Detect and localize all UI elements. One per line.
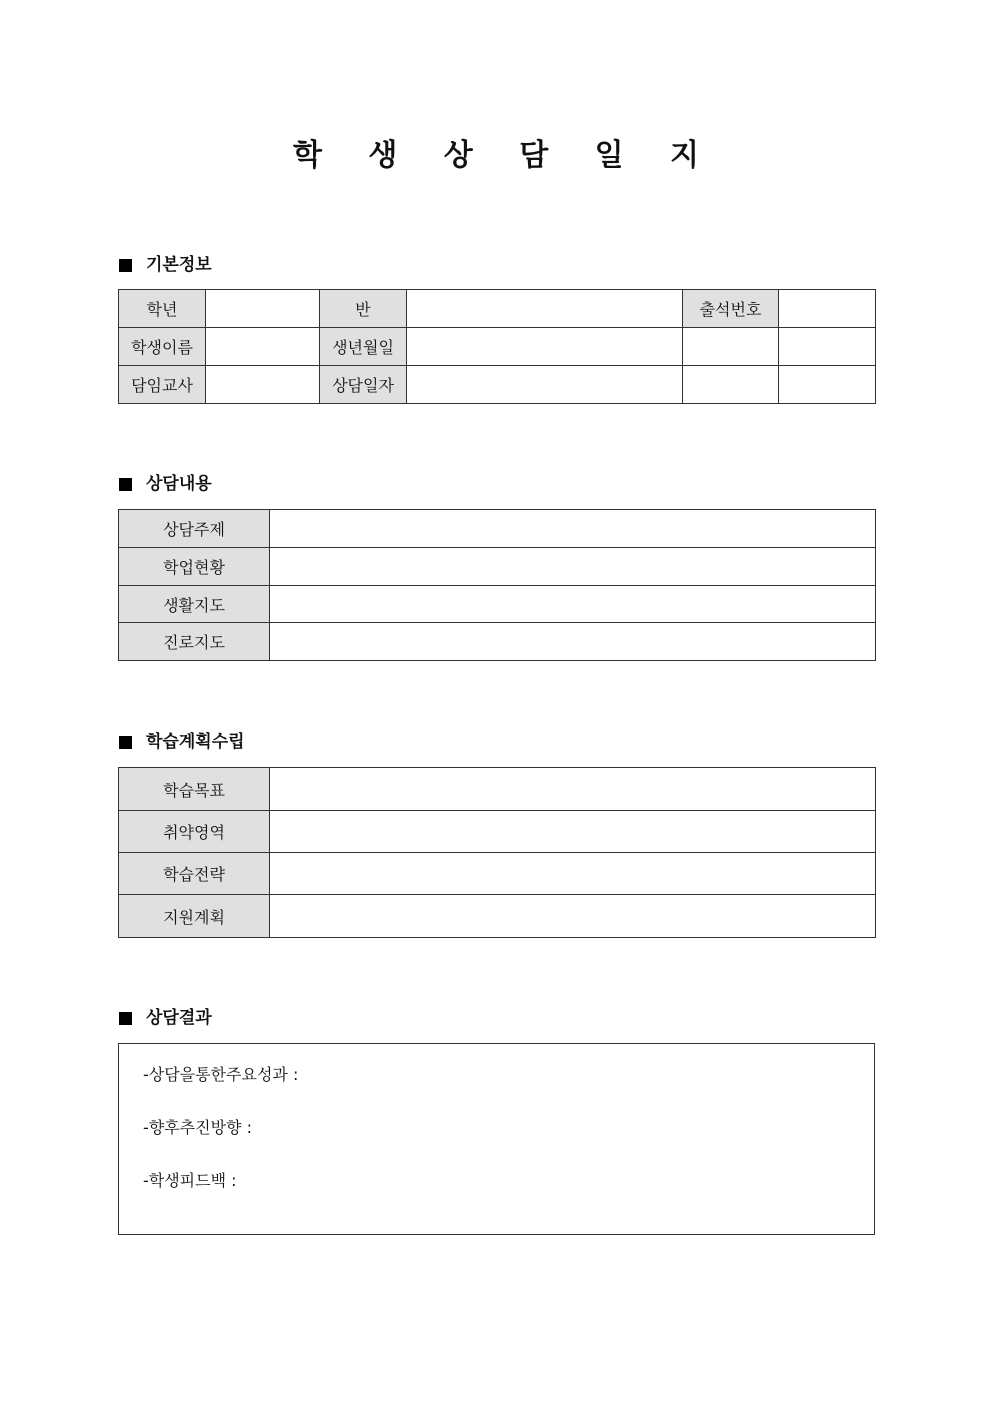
table-row <box>119 548 876 586</box>
table-row <box>119 510 876 548</box>
empty-cell[interactable] <box>683 366 779 404</box>
grade-label: 학년 <box>119 290 206 328</box>
study-goal-field[interactable] <box>270 768 876 811</box>
attendance-number-field[interactable] <box>779 290 876 328</box>
study-goal-label: 학습목표 <box>119 768 270 811</box>
table-row <box>119 366 876 404</box>
table-row <box>119 623 876 661</box>
section-heading-label: 기본정보 <box>146 255 212 275</box>
table-row <box>119 768 876 811</box>
table-row <box>119 853 876 895</box>
academic-status-label: 학업현황 <box>119 548 270 586</box>
section-heading-basic-info <box>119 253 212 277</box>
grade-field[interactable] <box>206 290 320 328</box>
counsel-topic-field[interactable] <box>270 510 876 548</box>
table-row <box>119 895 876 938</box>
counsel-date-field[interactable] <box>407 366 683 404</box>
study-strategy-field[interactable] <box>270 853 876 895</box>
counsel-content-table <box>118 509 876 661</box>
homeroom-teacher-field[interactable] <box>206 366 320 404</box>
support-plan-field[interactable] <box>270 895 876 938</box>
section-heading-study-plan <box>119 730 245 754</box>
table-row <box>119 290 876 328</box>
academic-status-field[interactable] <box>270 548 876 586</box>
life-guidance-field[interactable] <box>270 586 876 623</box>
weak-area-field[interactable] <box>270 811 876 853</box>
black-square-icon <box>119 259 132 272</box>
future-direction-line: -향후추진방향 : <box>143 1118 252 1137</box>
black-square-icon <box>119 1012 132 1025</box>
section-heading-counsel-result <box>119 1006 212 1030</box>
student-name-field[interactable] <box>206 328 320 366</box>
page-title: 학 생 상 담 일 지 <box>292 138 718 173</box>
empty-cell[interactable] <box>779 366 876 404</box>
class-field[interactable] <box>407 290 683 328</box>
main-outcome-line: -상담을통한주요성과 : <box>143 1065 299 1084</box>
table-row <box>119 811 876 853</box>
support-plan-label: 지원계획 <box>119 895 270 938</box>
empty-cell[interactable] <box>683 328 779 366</box>
empty-cell[interactable] <box>779 328 876 366</box>
student-name-label: 학생이름 <box>119 328 206 366</box>
black-square-icon <box>119 478 132 491</box>
table-row <box>119 328 876 366</box>
birthdate-field[interactable] <box>407 328 683 366</box>
section-heading-label: 상담내용 <box>146 474 212 494</box>
counsel-result-box[interactable] <box>118 1043 875 1235</box>
counsel-date-label: 상담일자 <box>320 366 407 404</box>
section-heading-label: 상담결과 <box>146 1008 212 1028</box>
study-strategy-label: 학습전략 <box>119 853 270 895</box>
class-label: 반 <box>320 290 407 328</box>
attendance-number-label: 출석번호 <box>683 290 779 328</box>
homeroom-teacher-label: 담임교사 <box>119 366 206 404</box>
life-guidance-label: 생활지도 <box>119 586 270 623</box>
career-guidance-field[interactable] <box>270 623 876 661</box>
career-guidance-label: 진로지도 <box>119 623 270 661</box>
basic-info-table <box>118 289 876 404</box>
weak-area-label: 취약영역 <box>119 811 270 853</box>
study-plan-table <box>118 767 876 938</box>
section-heading-counsel-content <box>119 472 212 496</box>
black-square-icon <box>119 736 132 749</box>
section-heading-label: 학습계획수립 <box>146 732 245 752</box>
student-feedback-line: -학생피드백 : <box>143 1171 237 1190</box>
counsel-topic-label: 상담주제 <box>119 510 270 548</box>
table-row <box>119 586 876 623</box>
birthdate-label: 생년월일 <box>320 328 407 366</box>
